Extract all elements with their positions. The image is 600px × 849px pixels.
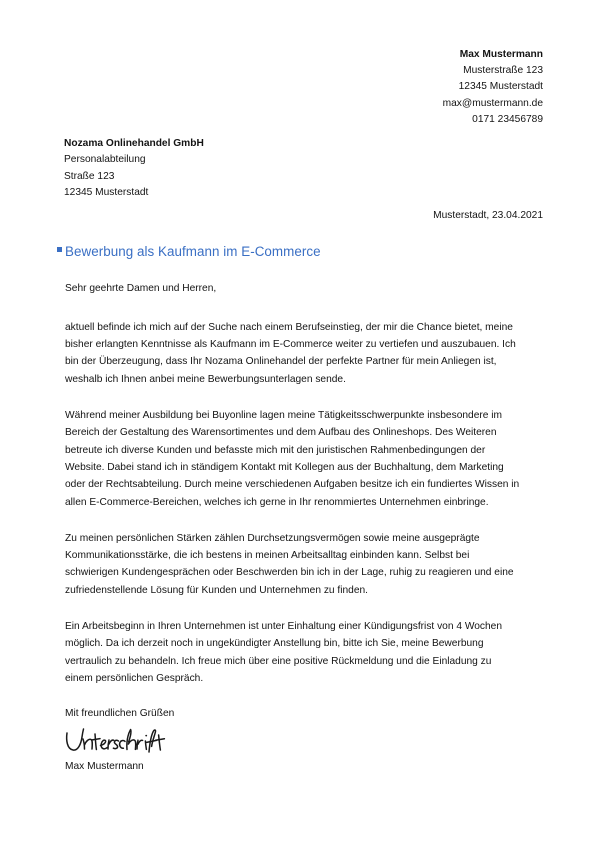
subject-heading [57,243,321,260]
sender-name: Max Mustermann [459,49,543,60]
square-bullet-icon [57,247,62,252]
subject-text: Bewerbung als Kaufmann im E-Commerce [65,244,321,259]
body-paragraph: aktuell befinde ich mich auf der Suche nach einem Berufseinstieg, der mir die Chance bietet, meine bisher erlangten Kenntnisse als Kaufmann im E-Commerce weiter zu vertiefen und auszubauen. Ich bin der Überzeugung, dass Ihr Nozama Onlinehandel der perfekte Partner für mein Anliegen ist, weshalb ich Ihnen anbei meine Bewerbungsunterlagen sende. [65,321,516,385]
recipient-address-block [64,136,204,201]
recipient-city: 12345 Musterstadt [64,186,149,198]
dateline: Musterstadt, 23.04.2021 [433,210,543,221]
sender-street: Musterstraße 123 [463,65,543,77]
body-paragraph: Während meiner Ausbildung bei Buyonline lagen meine Tätigkeitsschwerpunkte insbesondere im Bereich der Gestaltung des Warensortimentes und dem Aufbau des Onlineshops. Des Weiteren betreute ich diverse Kunden und befasste mich mit den juristischen Rahmenbedingungen der Website. Dabei stand ich in ständigem Kontakt mit Kollegen aus der Buchhaltung, dem Marketing oder der Rechtsabteilung. Durch meine verschiedenen Aufgaben besitze ich ein fundiertes Wissen in allen E-Commerce-Bereichen, welches ich gerne in Ihr renommiertes Unternehmen einbringe. [65,409,520,508]
sender-email: max@mustermann.de [442,97,543,109]
sender-city: 12345 Musterstadt [458,81,543,93]
body-paragraph: Zu meinen persönlichen Stärken zählen Durchsetzungsvermögen sowie meine ausgeprägte Kommunikationsstärke, die ich bestens in meinen Arbeitsalltag einbinden kann. Selbst bei schwierigen Kundengesprächen oder Beschwerden bin ich in der Lage, ruhig zu reagieren und eine zufriedenstellende Lösung für Kunden und Unternehmen zu finden. [65,532,514,596]
salutation: Sehr geehrte Damen und Herren, [65,283,217,294]
sender-phone: 0171 23456789 [472,113,543,125]
handwritten-signature-icon [65,725,521,759]
closing-phrase: Mit freundlichen Grüßen [65,707,175,719]
letter-body [65,281,521,775]
body-paragraph: Ein Arbeitsbeginn in Ihren Unternehmen ist unter Einhaltung einer Kündigungsfrist von 4 Wochen möglich. Da ich derzeit noch in ungekündigter Anstellung bin, bitte ich Sie, meine Bewerbung vertraulich zu behandeln. Ich freue mich über eine positive Rückmeldung und die Einladung zu einem persönlichen Gespräch. [65,620,503,684]
recipient-company: Nozama Onlinehandel GmbH [64,138,204,149]
signer-name: Max Mustermann [65,760,144,772]
recipient-street: Straße 123 [64,170,115,182]
recipient-department: Personalabteilung [64,154,146,166]
sender-address-block [443,47,543,128]
